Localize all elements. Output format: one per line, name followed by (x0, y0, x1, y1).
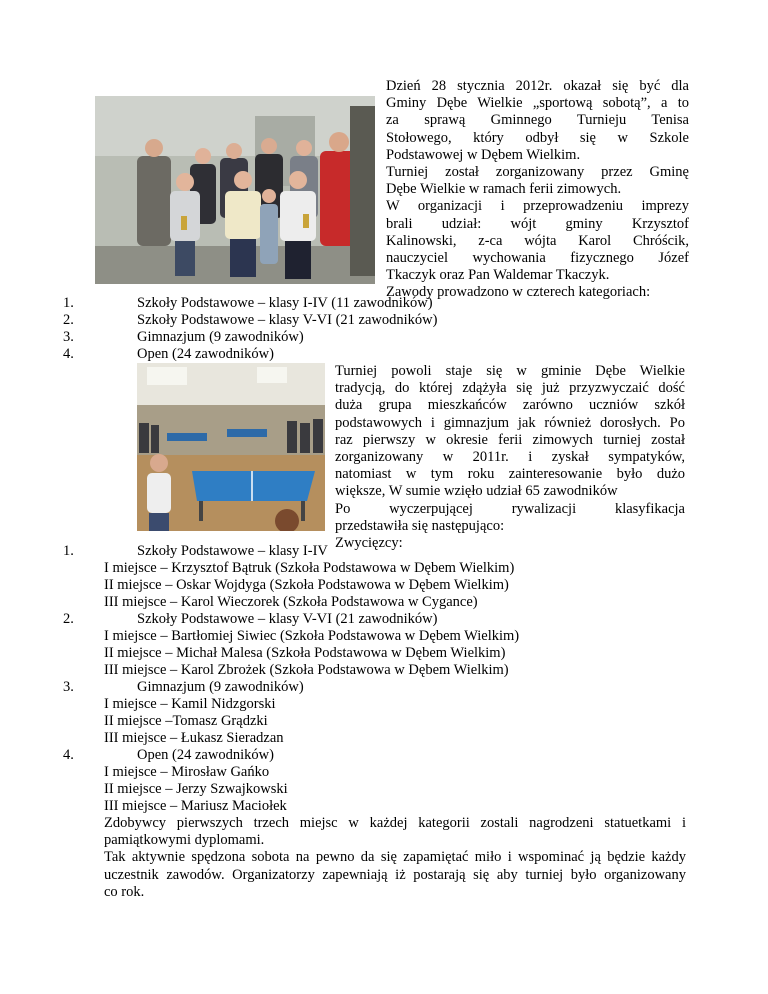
middle-line: raz pierwszy w okresie ferii zimowych turniej został (335, 431, 685, 448)
result-number: 3. (63, 679, 74, 695)
intro-line: za sprawą Gminnego Turnieju Tenisa (386, 112, 689, 129)
result-place: II miejsce – Michał Malesa (Szkoła Podstawowa w Dębem Wielkim) (104, 645, 506, 661)
closing-line: pamiątkowymi dyplomami. (104, 832, 265, 849)
category-number: 1. (63, 295, 74, 311)
result-place: III miejsce – Karol Wieczorek (Szkoła Podstawowa w Cygance) (104, 594, 478, 610)
result-place: II miejsce –Tomasz Grądzki (104, 713, 268, 729)
middle-line: duża grupa mieszkańców zarówno uczniów szkół (335, 397, 685, 414)
result-place: I miejsce – Kamil Nidzgorski (104, 696, 276, 712)
closing-line: uczestnik zawodów. Organizatorzy zapewniają iż postarają się aby turniej było organizowany (104, 866, 686, 883)
middle-line: większe, W sumie wzięło udział 65 zawodników (335, 483, 618, 500)
result-number: 1. (63, 543, 74, 559)
result-number: 4. (63, 747, 74, 763)
intro-line: Stołowego, który odbył się w Szkole (386, 129, 689, 146)
result-group-title: Gimnazjum (9 zawodników) (137, 679, 304, 695)
intro-line: Podstawowej w Dębem Wielkim. (386, 146, 581, 163)
result-place: III miejsce – Mariusz Maciołek (104, 798, 287, 814)
intro-line: Dzień 28 stycznia 2012r. okazał się być dla (386, 78, 689, 94)
closing-line: Tak aktywnie spędzona sobota na pewno da się zapamiętać miło i wspominać ją będzie każdy (104, 849, 686, 866)
result-place: II miejsce – Jerzy Szwajkowski (104, 781, 288, 797)
result-group-title: Open (24 zawodników) (137, 747, 274, 763)
middle-paragraph (335, 363, 685, 552)
middle-line: Po wyczerpującej rywalizacji klasyfikacja (335, 500, 685, 517)
category-number: 4. (63, 346, 74, 362)
category-item: Szkoły Podstawowe – klasy I-IV (11 zawodników) (137, 295, 433, 311)
result-place: I miejsce – Mirosław Gańko (104, 764, 270, 780)
intro-line: Dębe Wielkie w ramach ferii zimowych. (386, 181, 622, 198)
middle-line: Turniej powoli staje się w gminie Dębe Wielkie (335, 363, 685, 379)
result-number: 2. (63, 611, 74, 627)
intro-line: Gminy Dębe Wielkie „sportową sobotą”, a to (386, 95, 689, 112)
result-place: III miejsce – Łukasz Sieradzan (104, 730, 284, 746)
intro-line: Tkaczyk oraz Pan Waldemar Tkaczyk. (386, 267, 610, 284)
result-place: I miejsce – Bartłomiej Siwiec (Szkoła Podstawowa w Dębem Wielkim) (104, 628, 520, 644)
intro-line: W organizacji i przeprowadzeniu imprezy (386, 198, 689, 215)
intro-line: nauczyciel wychowania fizycznego Józef (386, 250, 689, 267)
intro-line: brali udział: wójt gminy Krzysztof (386, 215, 689, 232)
category-item: Open (24 zawodników) (137, 346, 274, 362)
middle-line: podstawowych i gimnazjum jak również dorosłych. Po (335, 414, 685, 431)
result-group-title: Szkoły Podstawowe – klasy V-VI (21 zawodników) (137, 611, 438, 627)
middle-line: przedstawiła się następująco: (335, 517, 505, 534)
closing-line: Zdobywcy pierwszych trzech miejsc w każdej kategorii zostali nagrodzeni statuetkami i (104, 815, 686, 831)
result-place: III miejsce – Karol Zbrożek (Szkoła Podstawowa w Dębem Wielkim) (104, 662, 509, 678)
result-place: II miejsce – Oskar Wojdyga (Szkoła Podstawowa w Dębem Wielkim) (104, 577, 509, 593)
category-item: Szkoły Podstawowe – klasy V-VI (21 zawodników) (137, 312, 438, 328)
closing-line: co rok. (104, 883, 145, 900)
intro-line: Turniej został zorganizowany przez Gminę (386, 164, 689, 181)
category-number: 2. (63, 312, 74, 328)
closing-paragraph (104, 815, 686, 901)
middle-line: Zwycięzcy: (335, 535, 403, 552)
category-number: 3. (63, 329, 74, 345)
category-item: Gimnazjum (9 zawodników) (137, 329, 304, 345)
gym-photo (137, 363, 325, 531)
group-photo (95, 96, 375, 284)
intro-line: Zawody prowadzono w czterech kategoriach: (386, 284, 651, 301)
middle-line: zorganizowany w 2011r. i zyskał sympatyków, (335, 449, 685, 466)
result-group-title: Szkoły Podstawowe – klasy I-IV (137, 543, 328, 559)
middle-line: natomiast w tym roku zainteresowanie było dużo (335, 466, 685, 483)
intro-paragraph (386, 78, 689, 302)
result-place: I miejsce – Krzysztof Bątruk (Szkoła Podstawowa w Dębem Wielkim) (104, 560, 515, 576)
intro-line: Kalinowski, z-ca wójta Karol Chróścik, (386, 232, 689, 249)
middle-line: tradycją, do której zdążyła się już przyzwyczaić dość (335, 380, 685, 397)
